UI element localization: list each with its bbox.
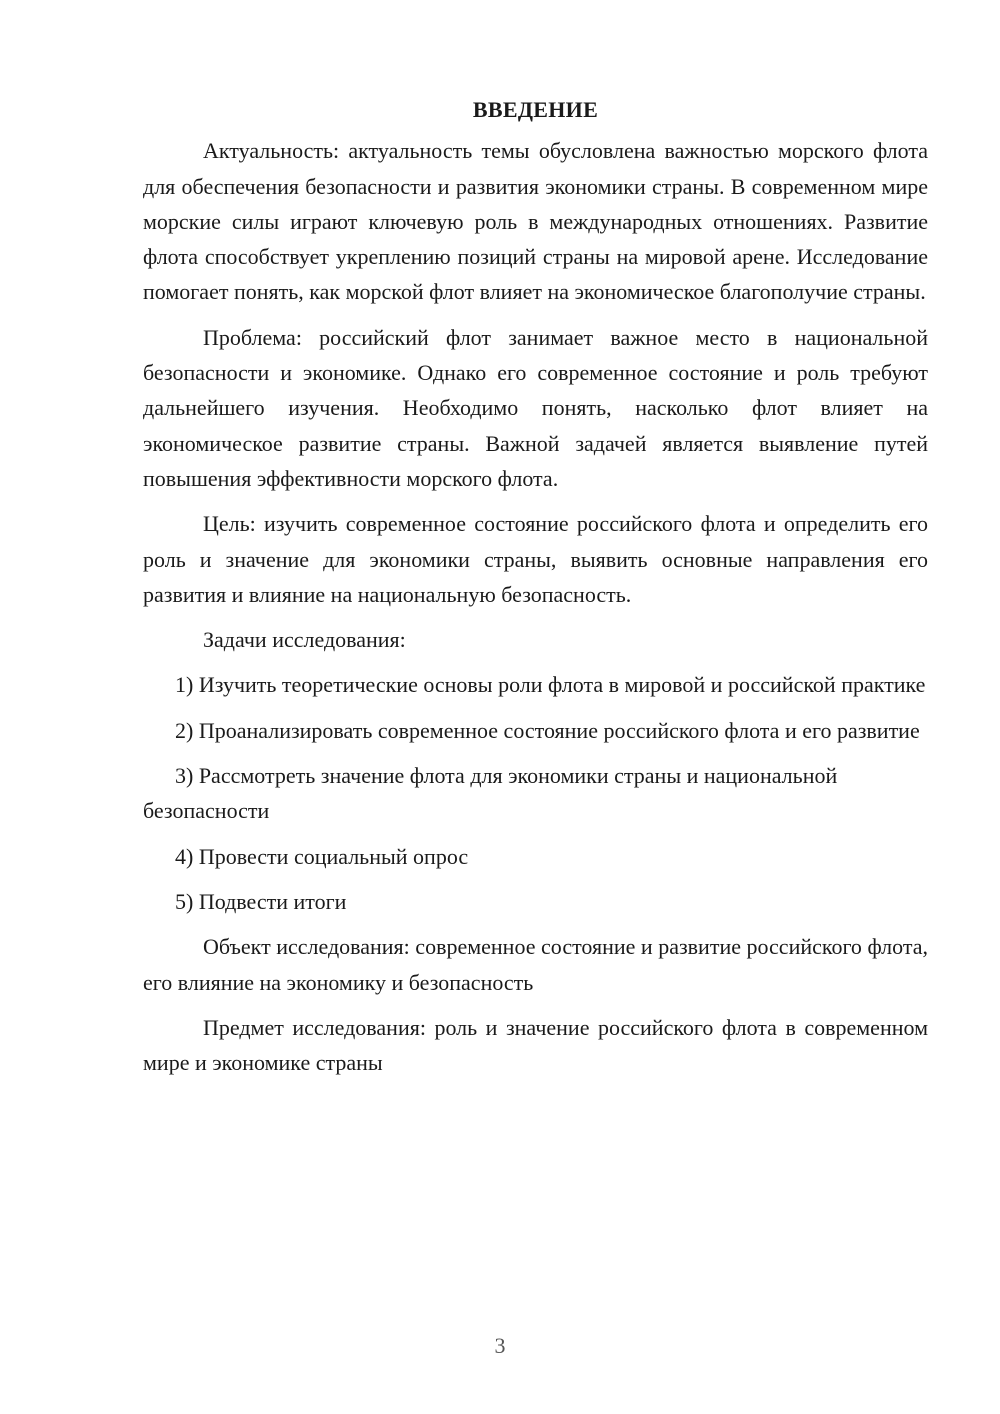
tasks-title: Задачи исследования: [203, 627, 406, 653]
paragraph-subject: Предмет исследования: роль и значение российского флота в современном мире и экономике страны [143, 1014, 928, 1076]
paragraph-object: Объект исследования: современное состояние и развитие российского флота, его влияние на экономику и безопасность [143, 934, 928, 995]
task-item: 4) Провести социальный опрос [175, 843, 469, 869]
task-item: 3) Рассмотреть значение флота для экономики страны и национальной безопасности [143, 763, 838, 824]
page-content [143, 92, 928, 1090]
paragraph-relevance: Актуальность: актуальность темы обусловлена важностью морского флота для обеспечения безопасности и развития экономики страны. В современном мире морские силы играют ключевую роль в международных отношениях. Развитие флота способствует укреплению позиций страны на мировой арене. Исследование помогает понять, как морской флот влияет на экономическое благополучие страны. [143, 138, 928, 305]
task-item: 5) Подвести итоги [175, 888, 347, 914]
page-number: 3 [494, 1333, 506, 1358]
task-item: 1) Изучить теоретические основы роли флота в мировой и российской практике [175, 672, 926, 698]
section-heading: ВВЕДЕНИЕ [472, 97, 599, 122]
task-item: 2) Проанализировать современное состояние российского флота и его развитие [175, 717, 920, 743]
paragraph-goal: Цель: изучить современное состояние российского флота и определить его роль и значение для экономики страны, выявить основные направления его развития и влияние на национальную безопасность. [143, 511, 928, 607]
task-list [143, 667, 928, 919]
paragraph-problem: Проблема: российский флот занимает важное место в национальной безопасности и экономике. Однако его современное состояние и роль требуют дальнейшего изучения. Необходимо понять, насколько флот влияет на экономическое развитие страны. Важной задачей является выявление путей повышения эффективности морского флота. [143, 324, 928, 491]
